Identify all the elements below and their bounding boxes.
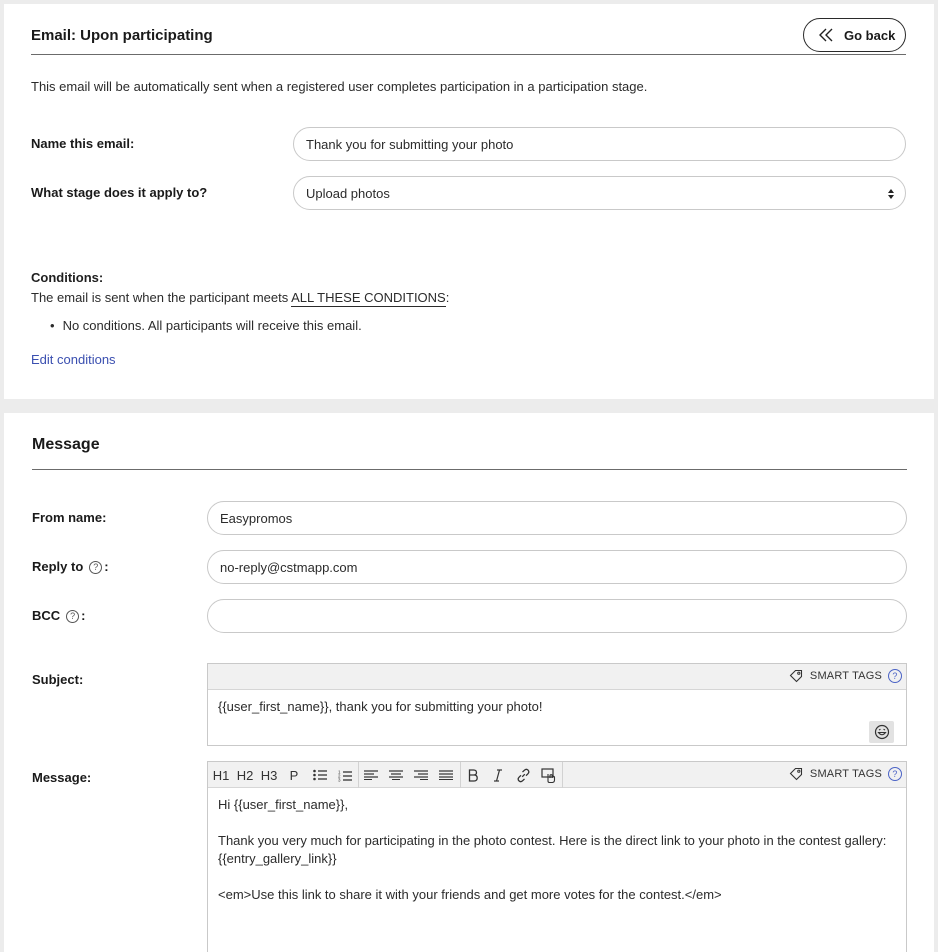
from-name-value: Easypromos <box>220 510 293 526</box>
conditions-suffix: : <box>445 290 450 305</box>
email-description: This email will be automatically sent when a registered user completes participation in a participation stage. <box>31 79 648 94</box>
bullet-list-icon <box>313 769 327 781</box>
svg-text:1: 1 <box>338 769 341 774</box>
subject-editor <box>207 663 907 746</box>
smart-tags-label: SMART TAGS <box>809 670 882 682</box>
bcc-input[interactable] <box>207 599 907 633</box>
align-justify-icon <box>439 770 453 780</box>
email-settings-card <box>4 4 934 399</box>
tag-icon <box>789 669 803 683</box>
align-center-button[interactable] <box>385 762 407 788</box>
conditions-list-item <box>50 318 362 333</box>
message-label: Message: <box>32 770 92 785</box>
numbered-list-button[interactable] <box>334 762 356 788</box>
bold-button[interactable] <box>462 762 484 788</box>
name-email-label: Name this email: <box>31 136 135 151</box>
toolbar-divider <box>562 762 563 788</box>
message-line: Thank you very much for participating in the photo contest. Here is the direct link to your photo in the contest gallery: {{entry_gallery_link}} <box>218 833 887 866</box>
message-title: Message <box>32 436 100 453</box>
emoji-icon <box>874 724 890 740</box>
smart-tags-label: SMART TAGS <box>809 768 882 780</box>
email-name-input[interactable] <box>293 127 906 161</box>
email-name-value: Thank you for submitting your photo <box>306 136 514 152</box>
help-icon[interactable]: ? <box>89 561 102 574</box>
bullet-icon: • <box>50 318 55 333</box>
edit-conditions-link[interactable]: Edit conditions <box>31 352 116 367</box>
message-line: Hi {{user_first_name}}, <box>218 797 349 812</box>
help-icon[interactable]: ? <box>888 669 902 683</box>
smart-tags-button[interactable] <box>789 669 902 683</box>
link-button[interactable] <box>512 762 534 788</box>
message-line: <em>Use this link to share it with your friends and get more votes for the contest.</em> <box>218 887 722 902</box>
from-name-input[interactable] <box>207 501 907 535</box>
reply-to-value: no-reply@cstmapp.com <box>220 559 358 575</box>
italic-button[interactable] <box>487 762 509 788</box>
from-name-label: From name: <box>32 510 107 525</box>
conditions-emphasis: ALL THESE CONDITIONS <box>291 290 446 305</box>
bcc-colon: : <box>81 608 86 623</box>
align-right-button[interactable] <box>410 762 432 788</box>
bcc-text: BCC <box>32 608 61 623</box>
svg-text:2: 2 <box>338 773 341 778</box>
align-left-icon <box>364 770 378 780</box>
blank-line <box>218 814 896 832</box>
image-icon <box>541 768 556 783</box>
subject-label: Subject: <box>32 672 84 687</box>
toolbar-divider <box>358 762 359 788</box>
smart-tags-button[interactable] <box>789 767 902 781</box>
select-arrows-icon <box>888 188 894 200</box>
align-center-icon <box>389 770 403 780</box>
help-icon[interactable]: ? <box>888 767 902 781</box>
bold-icon <box>468 769 478 782</box>
align-justify-button[interactable] <box>435 762 457 788</box>
bcc-label <box>32 608 86 623</box>
conditions-text <box>31 290 449 305</box>
double-chevron-left-icon <box>818 28 834 42</box>
subject-toolbar <box>208 664 906 690</box>
reply-to-text: Reply to <box>32 559 84 574</box>
italic-icon <box>493 769 503 782</box>
subject-input[interactable]: {{user_first_name}}, thank you for submitting your photo! <box>218 699 543 714</box>
bullet-list-button[interactable] <box>309 762 331 788</box>
svg-text:3: 3 <box>338 777 341 782</box>
heading1-button[interactable]: H1 <box>212 767 230 783</box>
reply-to-label <box>32 559 109 574</box>
heading3-button[interactable]: H3 <box>260 767 278 783</box>
align-right-icon <box>414 770 428 780</box>
reply-to-input[interactable] <box>207 550 907 584</box>
stage-select-value: Upload photos <box>306 185 390 201</box>
go-back-label: Go back <box>844 27 896 43</box>
toolbar-divider <box>460 762 461 788</box>
message-toolbar <box>208 762 906 788</box>
reply-to-colon: : <box>104 559 109 574</box>
align-left-button[interactable] <box>360 762 382 788</box>
numbered-list-icon <box>338 769 352 782</box>
page-title: Email: Upon participating <box>31 27 213 44</box>
stage-label: What stage does it apply to? <box>31 185 208 200</box>
go-back-button[interactable] <box>803 18 906 52</box>
email-header <box>31 18 906 55</box>
help-icon[interactable]: ? <box>66 610 79 623</box>
stage-select[interactable] <box>293 176 906 210</box>
heading2-button[interactable]: H2 <box>236 767 254 783</box>
tag-icon <box>789 767 803 781</box>
message-header <box>32 433 907 470</box>
image-button[interactable] <box>537 762 559 788</box>
message-body-editor[interactable] <box>208 788 906 912</box>
message-editor <box>207 761 907 952</box>
emoji-button[interactable] <box>869 721 894 743</box>
conditions-prefix: The email is sent when the participant meets <box>31 290 292 305</box>
message-card <box>4 413 934 952</box>
blank-line <box>218 868 896 886</box>
link-icon <box>516 768 531 783</box>
paragraph-button[interactable]: P <box>289 767 299 783</box>
conditions-title: Conditions: <box>31 270 104 285</box>
condition-text: No conditions. All participants will receive this email. <box>62 318 362 333</box>
